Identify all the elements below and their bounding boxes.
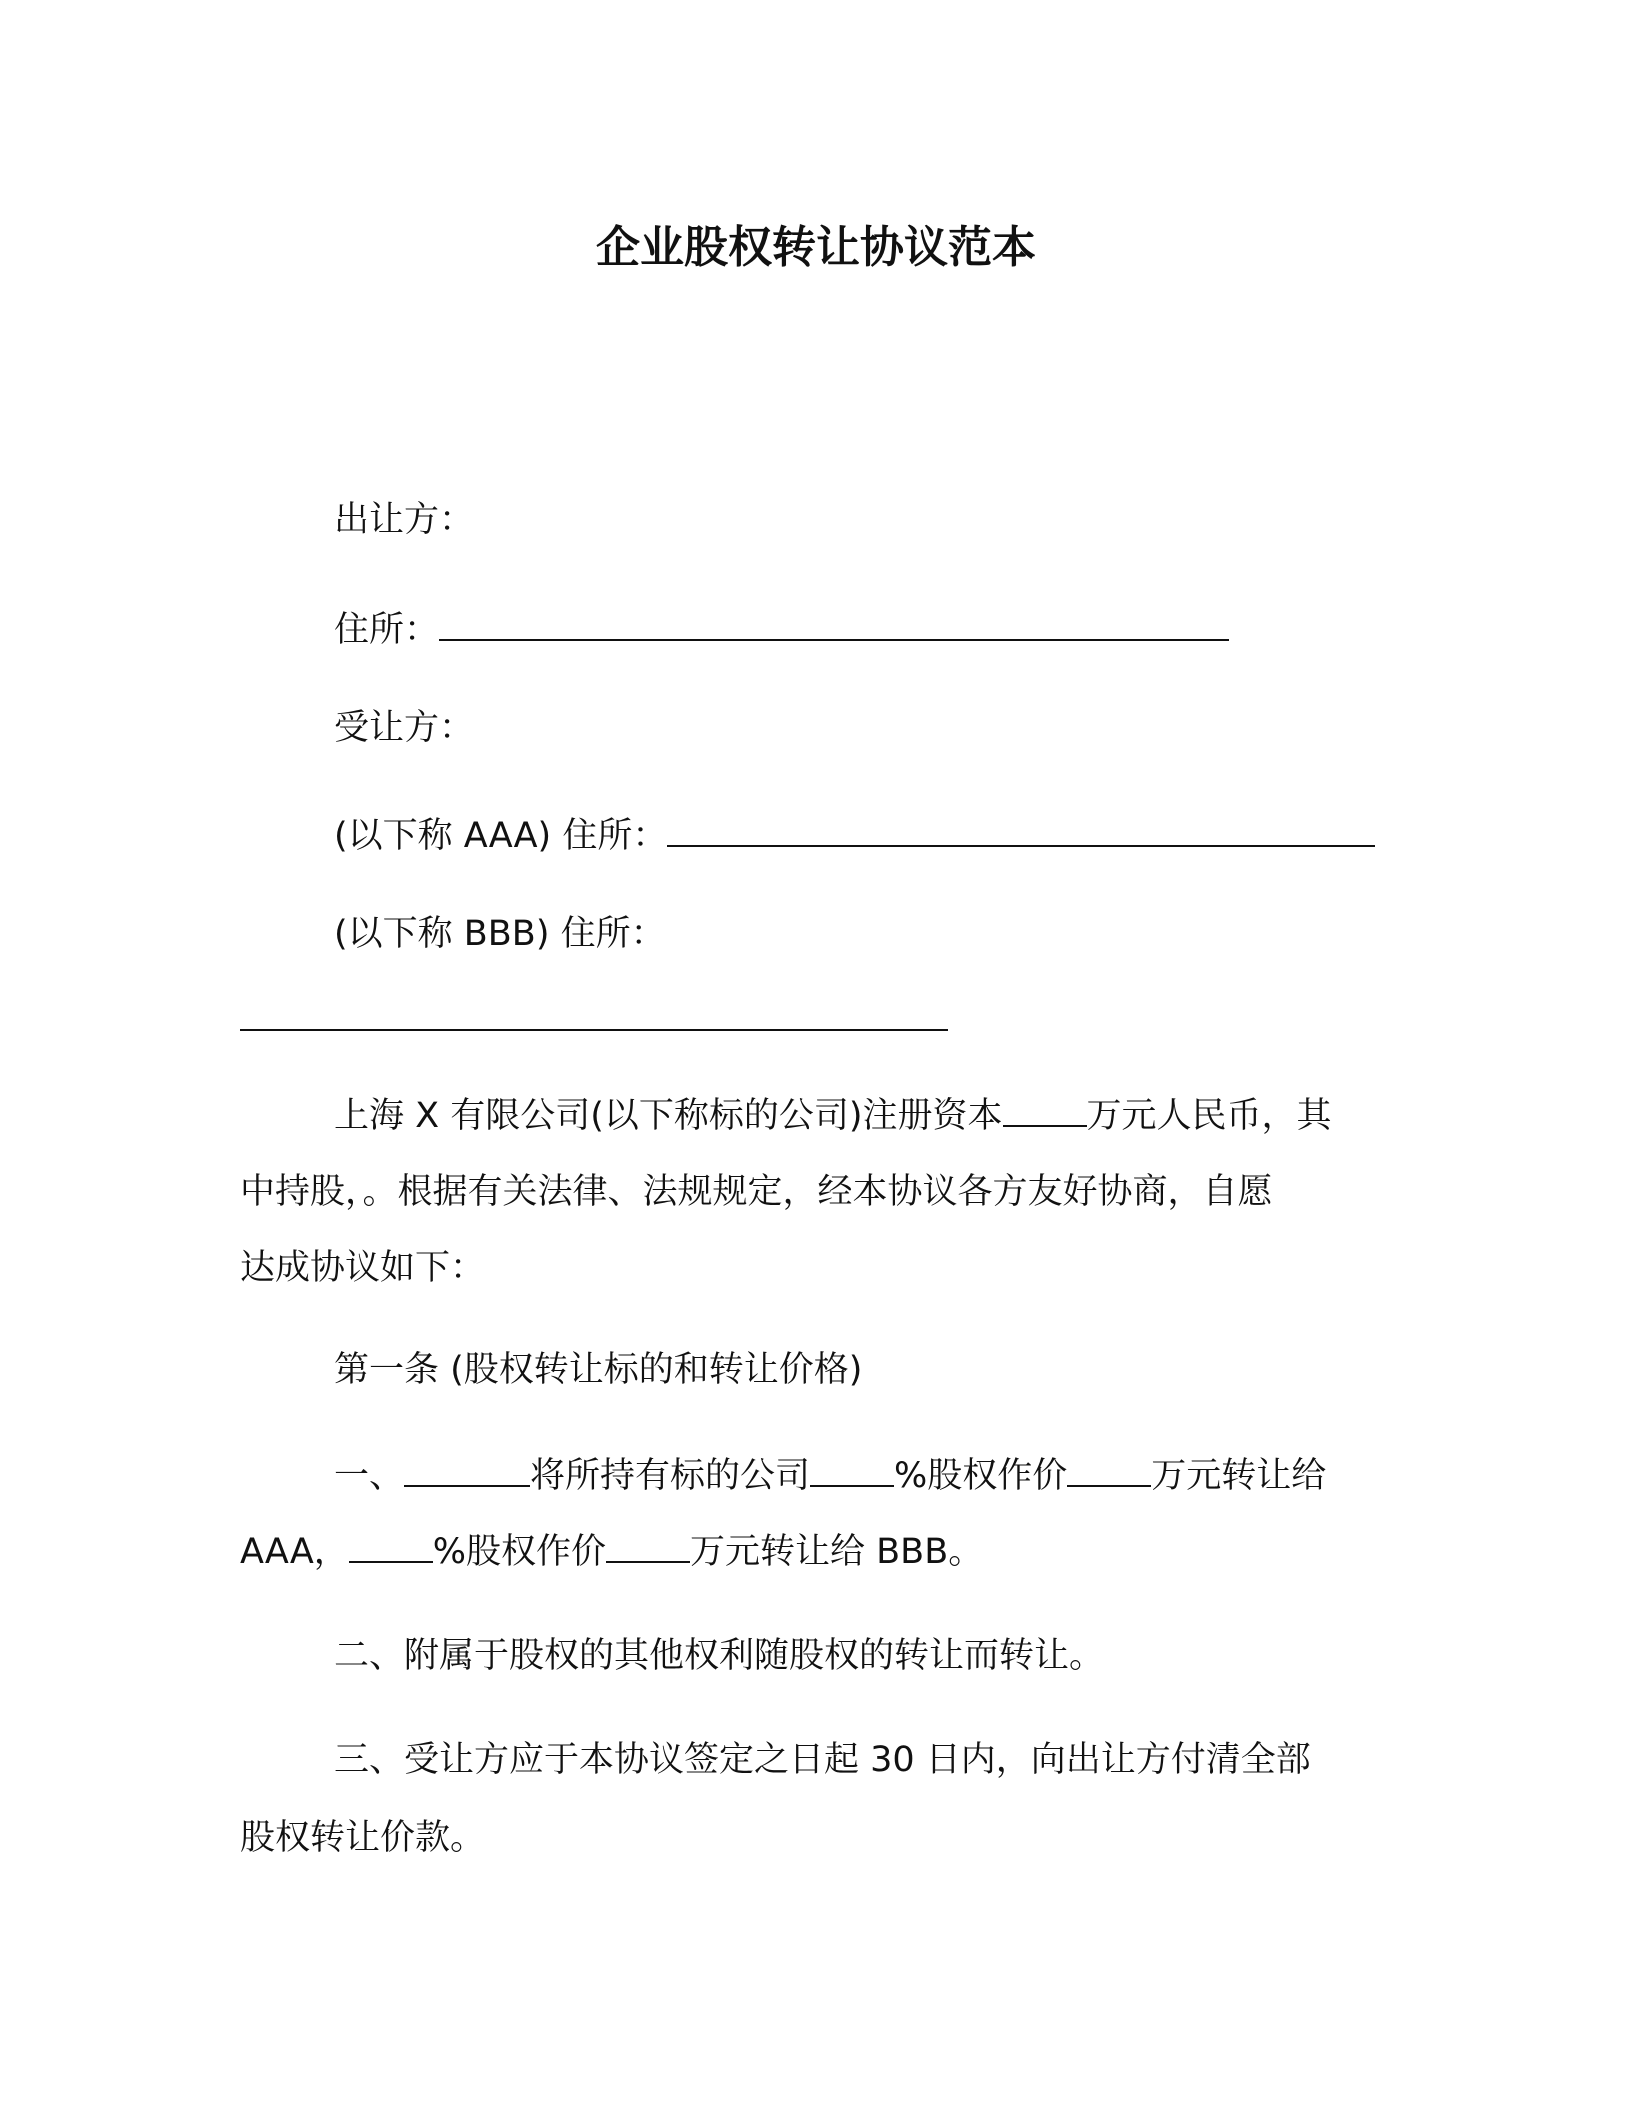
equity-percent-blank[interactable] <box>810 1455 894 1487</box>
transferor-label: 出让方： <box>334 500 475 540</box>
article-1-item-1-line-1 <box>334 1452 1326 1500</box>
article-1-item-1-line-2 <box>240 1528 983 1576</box>
article-1-item-3-line-1: 三、受让方应于本协议签定之日起 30 日内，向出让方付清全部 <box>334 1740 1311 1780</box>
item-1-text-b: 将所持有标的公司 <box>530 1456 811 1496</box>
document-title: 企业股权转让协议范本 <box>596 222 1036 273</box>
item-1-prefix: 一、 <box>334 1456 405 1496</box>
aaa-address-blank[interactable] <box>667 815 1375 847</box>
article-1-item-3-line-2: 股权转让价款。 <box>240 1818 486 1858</box>
preamble-line-2: 中持股，。根据有关法律、法规规定，经本协议各方友好协商，自愿 <box>240 1172 1273 1212</box>
bbb-address-label: (以下称 BBB) 住所： <box>334 914 666 954</box>
equity-price-blank[interactable] <box>1067 1455 1151 1487</box>
item-1-text-g: 万元转让给 BBB。 <box>690 1532 984 1572</box>
registered-capital-blank[interactable] <box>1003 1095 1087 1127</box>
aaa-address-label: (以下称 AAA) 住所： <box>334 816 668 856</box>
item-1-text-c: %股权作价 <box>894 1456 1068 1496</box>
bbb-price-blank[interactable] <box>606 1531 690 1563</box>
item-1-text-e: AAA， <box>240 1532 349 1572</box>
preamble-line-1 <box>334 1092 1332 1140</box>
transferor-address-blank[interactable] <box>439 609 1229 641</box>
bbb-address-blank[interactable] <box>240 999 948 1031</box>
transferor-line <box>334 496 474 544</box>
transferee-line <box>334 704 474 752</box>
preamble-text-a: 上海 X 有限公司(以下称标的公司)注册资本 <box>334 1096 1003 1136</box>
bbb-percent-blank[interactable] <box>349 1531 433 1563</box>
bbb-address-line <box>334 910 666 958</box>
article-1-heading: 第一条 (股权转让标的和转让价格) <box>334 1350 863 1390</box>
transferee-label: 受让方： <box>334 708 475 748</box>
preamble-text-b: 万元人民币，其 <box>1086 1096 1332 1136</box>
transferor-name-blank[interactable] <box>404 1455 530 1487</box>
preamble-line-3: 达成协议如下： <box>240 1248 486 1288</box>
item-1-text-f: %股权作价 <box>432 1532 607 1572</box>
transferor-address-line <box>334 606 1229 654</box>
article-1-item-2: 二、附属于股权的其他权利随股权的转让而转让。 <box>334 1636 1105 1676</box>
aaa-address-line <box>334 812 1375 860</box>
bbb-address-blank-line <box>240 996 948 1044</box>
item-1-text-d: 万元转让给 <box>1151 1456 1327 1496</box>
transferor-address-label: 住所： <box>334 610 440 650</box>
